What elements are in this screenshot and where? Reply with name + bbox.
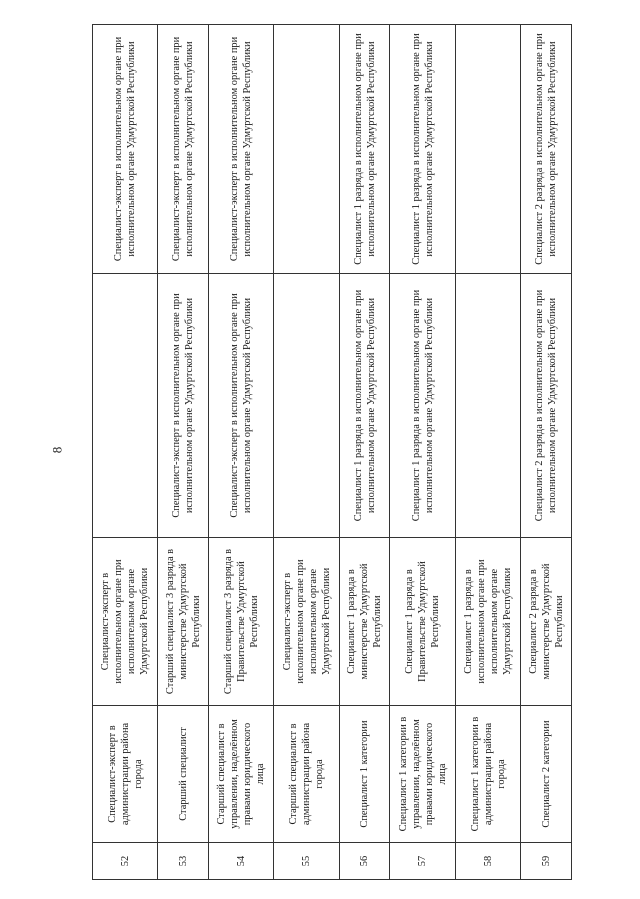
position-correspondence-table [92,24,572,880]
republic-ministry-cell: Специалист 2 разряда в министерстве Удмуртской Республики [521,538,572,706]
table-row [455,25,520,880]
exec-sub-body-cell: Специалист 1 разряда в исполнительном органе при исполнительном органе Удмуртской Республики [390,25,455,274]
table-row [339,25,390,880]
position-cell: Специалист 1 категории [339,706,390,843]
table-row [274,25,339,880]
republic-ministry-cell: Специалист 1 разряда в исполнительном органе при исполнительном органе Удмуртской Республики [455,538,520,706]
exec-sub-body-cell [455,25,520,274]
republic-ministry-cell: Специалист 1 разряда в министерстве Удмуртской Республики [339,538,390,706]
exec-sub-body-cell: Специалист-эксперт в исполнительном органе при исполнительном органе Удмуртской Республики [93,25,158,274]
row-number-cell: 52 [93,843,158,880]
exec-body-cell [455,274,520,538]
row-number-cell: 59 [521,843,572,880]
page-number: 8 [49,446,65,454]
table-row [521,25,572,880]
position-cell: Специалист-эксперт в администрации района города [93,706,158,843]
exec-sub-body-cell: Специалист 2 разряда в исполнительном органе при исполнительном органе Удмуртской Республики [521,25,572,274]
position-cell: Старший специалист [158,706,209,843]
exec-body-cell: Специалист-эксперт в исполнительном органе при исполнительном органе Удмуртской Республики [158,274,209,538]
exec-sub-body-cell: Специалист-эксперт в исполнительном органе при исполнительном органе Удмуртской Республики [158,25,209,274]
exec-sub-body-cell: Специалист 1 разряда в исполнительном органе при исполнительном органе Удмуртской Республики [339,25,390,274]
row-number-cell: 55 [274,843,339,880]
position-cell: Старший специалист в администрации района города [274,706,339,843]
exec-body-cell: Специалист 1 разряда в исполнительном органе при исполнительном органе Удмуртской Республики [339,274,390,538]
republic-ministry-cell: Старший специалист 3 разряда в министерстве Удмуртской Республики [158,538,209,706]
row-number-cell: 53 [158,843,209,880]
row-number-cell: 54 [209,843,274,880]
table-row [93,25,158,880]
exec-body-cell: Специалист 1 разряда в исполнительном органе при исполнительном органе Удмуртской Республики [390,274,455,538]
row-number-cell: 56 [339,843,390,880]
exec-body-cell: Специалист 2 разряда в исполнительном органе при исполнительном органе Удмуртской Республики [521,274,572,538]
table-row [390,25,455,880]
republic-ministry-cell: Специалист-эксперт в исполнительном органе при исполнительном органе Удмуртской Республики [274,538,339,706]
position-cell: Специалист 1 категории в администрации района города [455,706,520,843]
exec-sub-body-cell [274,25,339,274]
position-cell: Специалист 1 категории в управлении, наделённом правами юридического лица [390,706,455,843]
table-row [209,25,274,880]
exec-body-cell [274,274,339,538]
republic-ministry-cell: Старший специалист 3 разряда в Правительстве Удмуртской Республики [209,538,274,706]
position-cell: Старший специалист в управлении, наделённом правами юридического лица [209,706,274,843]
republic-ministry-cell: Специалист-эксперт в исполнительном органе при исполнительном органе Удмуртской Республики [93,538,158,706]
position-cell: Специалист 2 категории [521,706,572,843]
rotated-table-wrapper [92,25,572,880]
exec-body-cell: Специалист-эксперт в исполнительном органе при исполнительном органе Удмуртской Республики [209,274,274,538]
republic-ministry-cell: Специалист 1 разряда в Правительстве Удмуртской Республики [390,538,455,706]
table-row [158,25,209,880]
row-number-cell: 57 [390,843,455,880]
exec-body-cell [93,274,158,538]
row-number-cell: 58 [455,843,520,880]
exec-sub-body-cell: Специалист-эксперт в исполнительном органе при исполнительном органе Удмуртской Республики [209,25,274,274]
